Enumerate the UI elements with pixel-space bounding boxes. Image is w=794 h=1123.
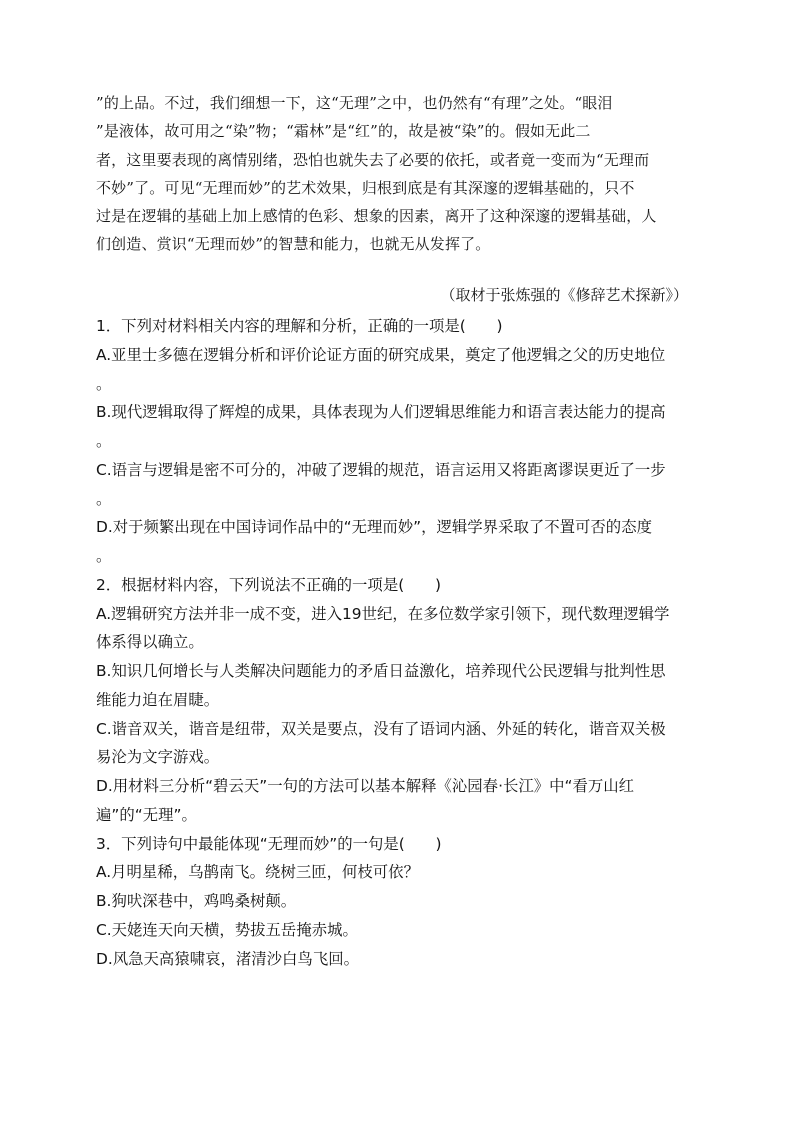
option-a[interactable]: [96, 341, 700, 399]
passage-line: 不妙”了。可见“无理而妙”的艺术效果，归根到底是有其深邃的逻辑基础的，只不: [96, 178, 635, 197]
question-stem: 3．下列诗句中最能体现“无理而妙”的一句是( ): [96, 834, 442, 853]
question-1: [96, 312, 700, 571]
passage-line: 们创造、赏识“无理而妙”的智慧和能力，也就无从发挥了。: [96, 235, 491, 254]
option-c[interactable]: [96, 916, 700, 945]
option-text-continued: 易沦为文字游戏。: [96, 748, 220, 767]
option-text: B.狗吠深巷中，鸡鸣桑树颠。: [96, 892, 297, 910]
option-text: A.逻辑研究方法并非一成不变，进入19世纪，在多位数学家引领下，现代数理逻辑学: [96, 604, 670, 623]
passage-line: ”是液体，故可用之“染”物；“霜林”是“红”的，故是被“染”的。假如无此二: [96, 122, 591, 141]
option-text: B.现代逻辑取得了辉煌的成果，具体表现为人们逻辑思维能力和语言表达能力的提高: [96, 403, 666, 422]
option-text: C.谐音双关，谐音是纽带，双关是要点，没有了语词内涵、外延的转化，谐音双关极: [96, 719, 666, 738]
option-c[interactable]: [96, 456, 700, 514]
option-a[interactable]: [96, 858, 700, 887]
option-text: A.月明星稀，乌鹊南飞。绕树三匝，何枝可依？: [96, 863, 419, 882]
option-b[interactable]: [96, 398, 700, 456]
passage-source: （取材于张炼强的《修辞艺术探新》）: [440, 286, 688, 304]
option-c[interactable]: [96, 715, 700, 773]
option-text: A.亚里士多德在逻辑分析和评价论证方面的研究成果，奠定了他逻辑之父的历史地位: [96, 345, 666, 364]
option-text: D.对于频繁出现在中国诗词作品中的“无理而妙”，逻辑学界采取了不置可否的态度: [96, 518, 652, 537]
option-text: B.知识几何增长与人类解决问题能力的矛盾日益激化，培养现代公民逻辑与批判性思: [96, 662, 666, 680]
option-text-continued: 遍”的“无理”。: [96, 805, 197, 824]
passage-line: 者，这里要表现的离情别绪，恐怕也就失去了必要的依托，或者竟一变而为“无理而: [96, 150, 650, 169]
passage-text: [96, 89, 698, 259]
option-d[interactable]: [96, 772, 700, 830]
option-text-continued: 。: [96, 547, 112, 565]
option-text: D.风急天高猿啸哀，渚清沙白鸟飞回。: [96, 949, 359, 968]
question-3: [96, 830, 700, 974]
option-text-continued: 。: [96, 374, 112, 393]
question-list: [96, 312, 700, 973]
option-text-continued: 体系得以确立。: [96, 633, 204, 652]
option-b[interactable]: [96, 887, 700, 916]
passage-line: 过是在逻辑的基础上加上感情的色彩、想象的因素，离开了这种深邃的逻辑基础，人: [96, 207, 657, 226]
question-2: [96, 571, 700, 830]
option-text: D.用材料三分析“碧云天”一句的方法可以基本解释《沁园春·长江》中“看万山红: [96, 777, 635, 795]
option-text-continued: 。: [96, 489, 112, 508]
option-d[interactable]: [96, 945, 700, 974]
question-stem: 2．根据材料内容，下列说法不正确的一项是( ): [96, 575, 442, 594]
option-text-continued: 。: [96, 432, 112, 450]
option-text: C.天姥连天向天横，势拔五岳掩赤城。: [96, 920, 358, 939]
option-text: C.语言与逻辑是密不可分的，冲破了逻辑的规范，语言运用又将距离谬误更近了一步: [96, 460, 666, 479]
question-stem: 1．下列对材料相关内容的理解和分析，正确的一项是( ): [96, 317, 503, 335]
option-d[interactable]: [96, 513, 700, 571]
option-a[interactable]: [96, 600, 700, 658]
option-text-continued: 维能力迫在眉睫。: [96, 690, 220, 709]
option-b[interactable]: [96, 657, 700, 715]
passage-line: ”的上品。不过，我们细想一下，这“无理”之中，也仍然有“有理”之处。“眼泪: [96, 94, 613, 112]
